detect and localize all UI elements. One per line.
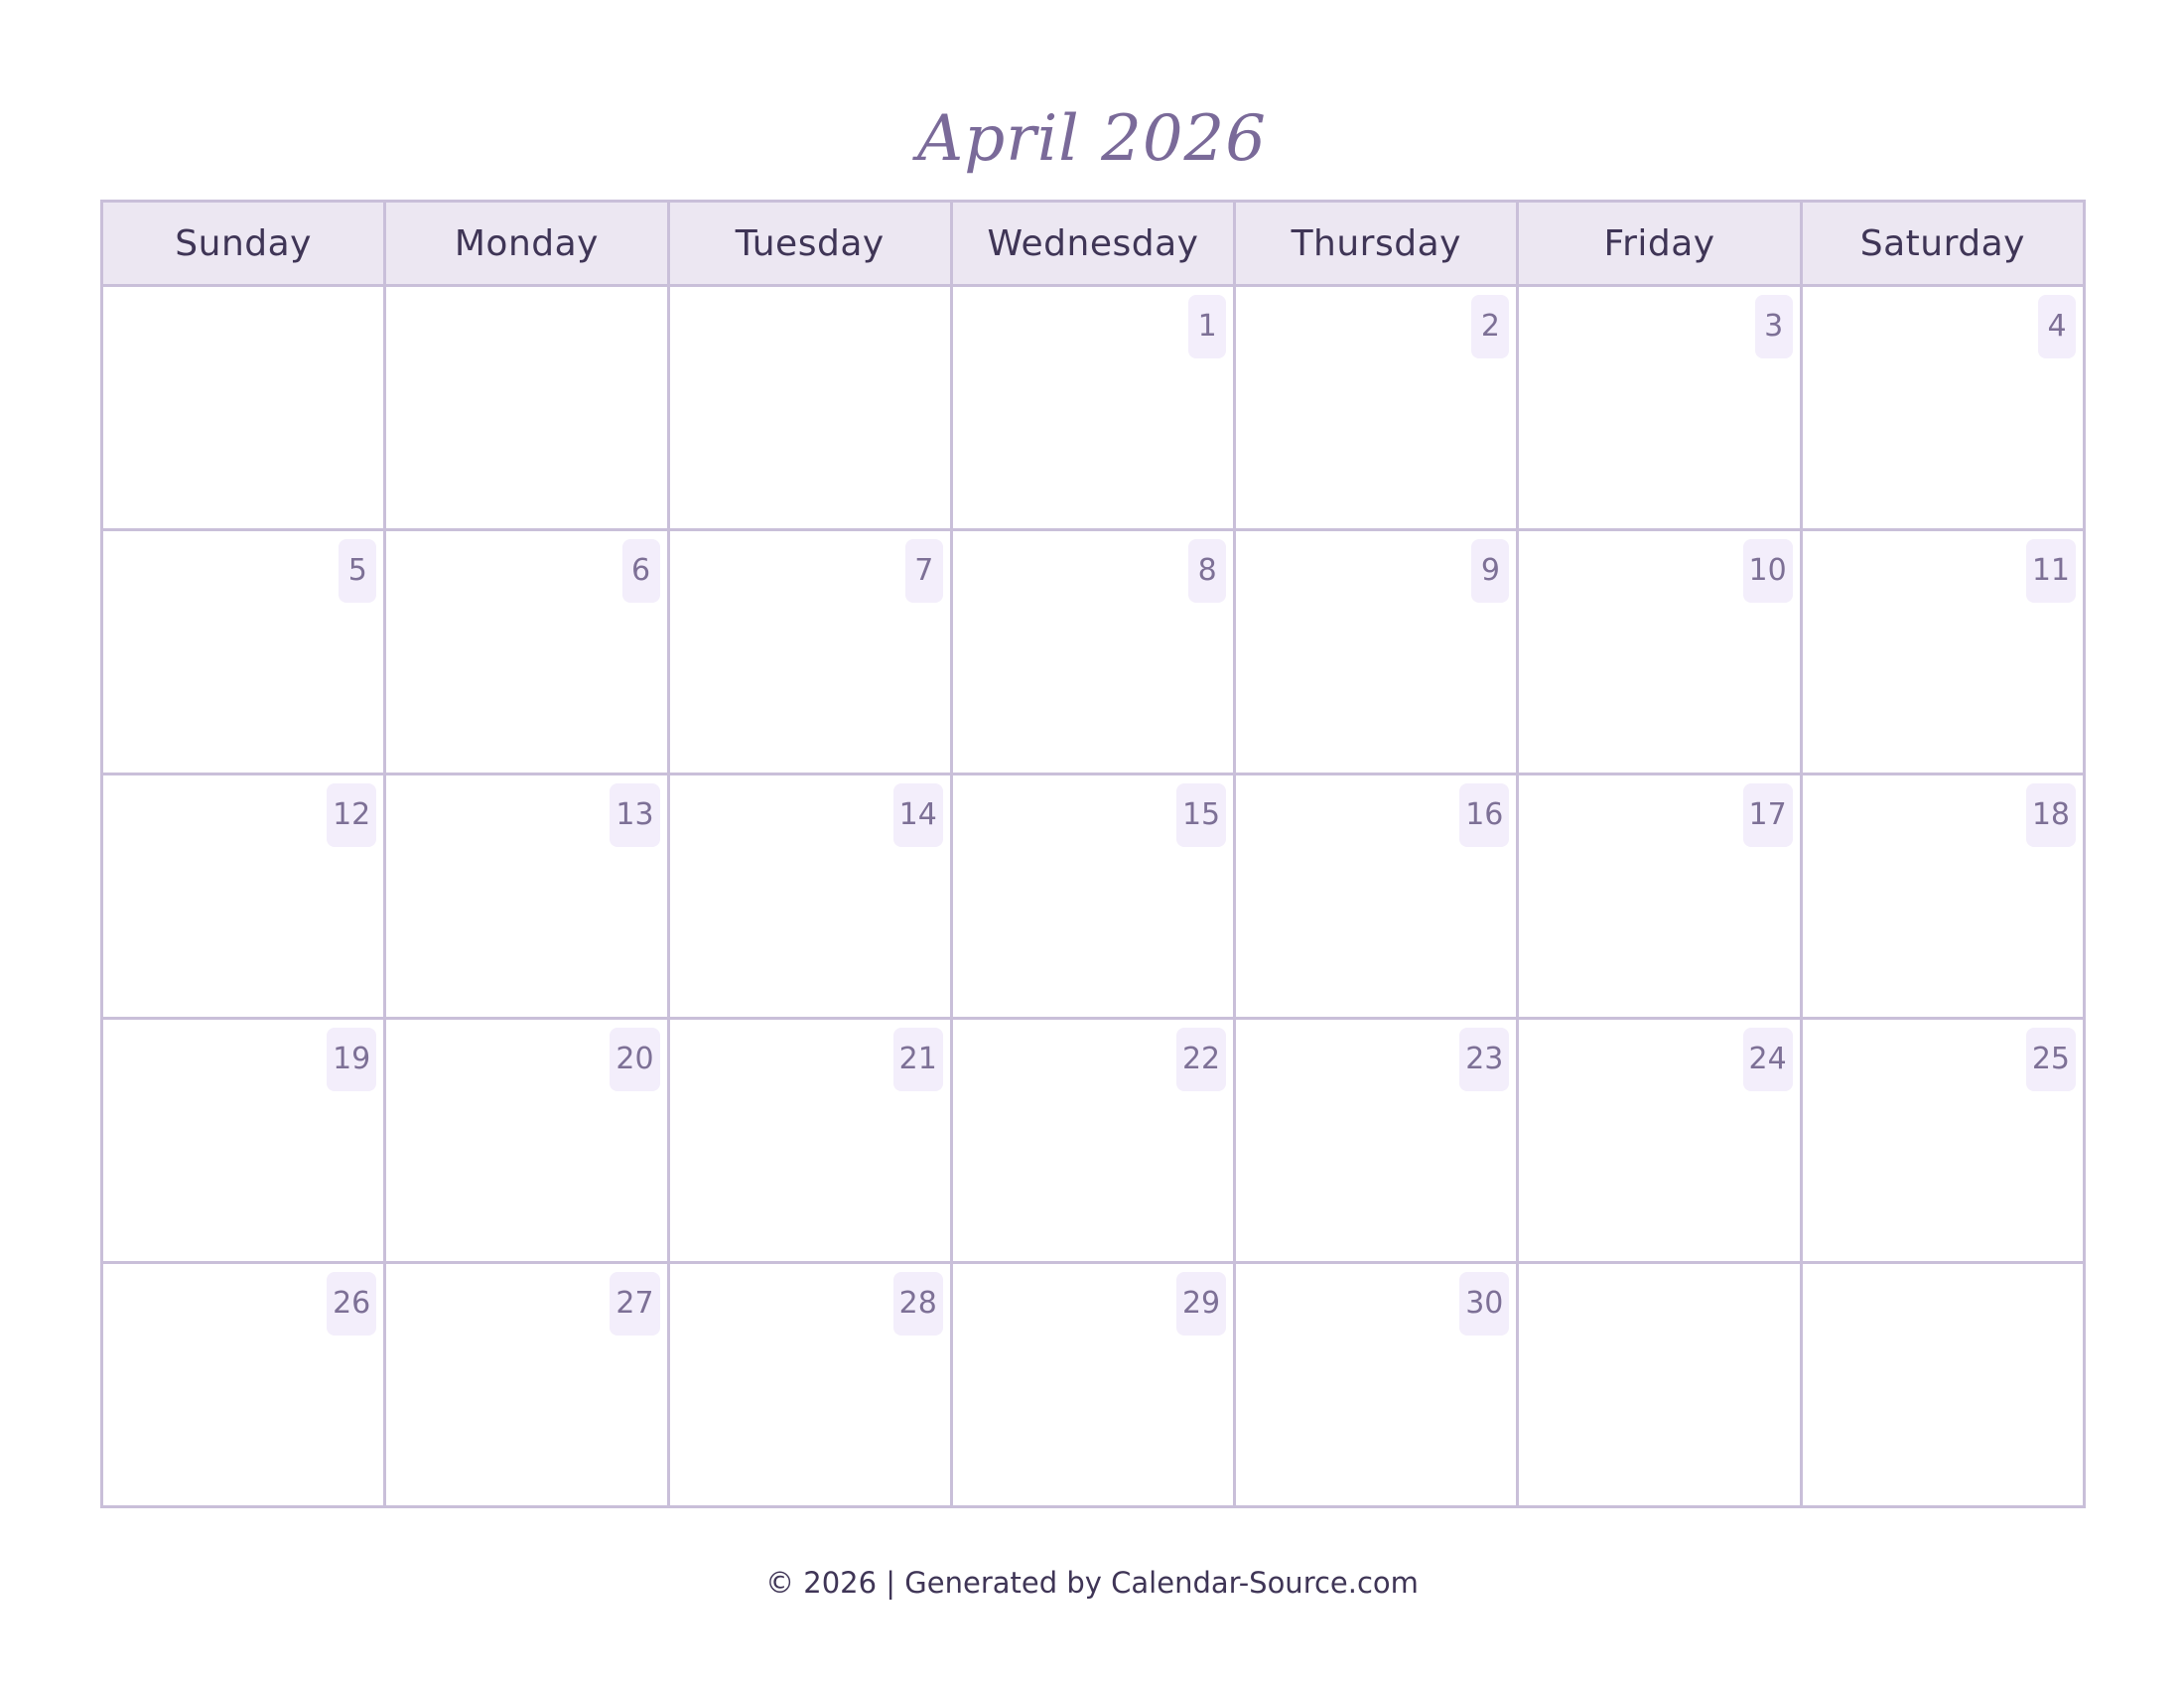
day-number: 2 [1471,295,1509,358]
day-number: 12 [327,783,376,847]
day-cell [668,286,951,530]
day-number: 16 [1459,783,1509,847]
day-cell [102,1263,385,1507]
day-cell [102,1019,385,1263]
day-number: 24 [1743,1028,1793,1091]
day-number: 17 [1743,783,1793,847]
day-number: 19 [327,1028,376,1091]
day-cell [951,286,1234,530]
day-cell [1235,1019,1518,1263]
day-number: 25 [2026,1028,2076,1091]
day-number: 18 [2026,783,2076,847]
weekday-header-saturday: Saturday [1801,202,2084,286]
day-number: 8 [1188,539,1226,603]
day-cell [1518,286,1801,530]
day-cell [385,1263,668,1507]
day-number: 28 [893,1272,943,1336]
week-row-5 [102,1263,2085,1507]
day-number: 4 [2038,295,2076,358]
day-cell [951,530,1234,774]
day-cell [951,1263,1234,1507]
day-number: 15 [1176,783,1226,847]
day-cell [385,286,668,530]
day-cell [1801,774,2084,1019]
day-cell [102,774,385,1019]
day-cell [668,774,951,1019]
day-cell [1235,286,1518,530]
day-cell [102,286,385,530]
footer-credit: © 2026 | Generated by Calendar-Source.com [765,1566,1419,1600]
week-row-1 [102,286,2085,530]
day-number: 21 [893,1028,943,1091]
day-number: 13 [610,783,659,847]
day-cell [1801,286,2084,530]
weekday-header-sunday: Sunday [102,202,385,286]
day-number: 7 [905,539,943,603]
week-row-3 [102,774,2085,1019]
day-number: 20 [610,1028,659,1091]
day-number: 30 [1459,1272,1509,1336]
day-cell [1801,530,2084,774]
weekday-header-thursday: Thursday [1235,202,1518,286]
day-cell [1235,774,1518,1019]
day-cell [1518,530,1801,774]
day-number: 11 [2026,539,2076,603]
day-number: 27 [610,1272,659,1336]
day-number: 6 [622,539,660,603]
day-cell [102,530,385,774]
day-number: 9 [1471,539,1509,603]
weekday-header-friday: Friday [1518,202,1801,286]
day-number: 3 [1755,295,1793,358]
day-cell [951,774,1234,1019]
day-number: 22 [1176,1028,1226,1091]
day-number: 26 [327,1272,376,1336]
day-cell [385,530,668,774]
day-cell [1801,1019,2084,1263]
day-cell [1518,1263,1801,1507]
calendar-title: April 2026 [917,102,1267,176]
day-number: 1 [1188,295,1226,358]
day-cell [668,530,951,774]
day-cell [1518,1019,1801,1263]
day-cell [668,1019,951,1263]
weekday-header-row [102,202,2085,286]
day-cell [385,774,668,1019]
weekday-header-tuesday: Tuesday [668,202,951,286]
day-cell [385,1019,668,1263]
day-cell [1518,774,1801,1019]
day-cell [951,1019,1234,1263]
day-number: 10 [1743,539,1793,603]
day-number: 14 [893,783,943,847]
weekday-header-wednesday: Wednesday [951,202,1234,286]
day-cell [668,1263,951,1507]
weekday-header-monday: Monday [385,202,668,286]
day-cell [1235,530,1518,774]
week-row-2 [102,530,2085,774]
day-cell [1235,1263,1518,1507]
day-number: 23 [1459,1028,1509,1091]
day-cell [1801,1263,2084,1507]
day-number: 29 [1176,1272,1226,1336]
month-grid [100,200,2086,1508]
week-row-4 [102,1019,2085,1263]
day-number: 5 [339,539,376,603]
